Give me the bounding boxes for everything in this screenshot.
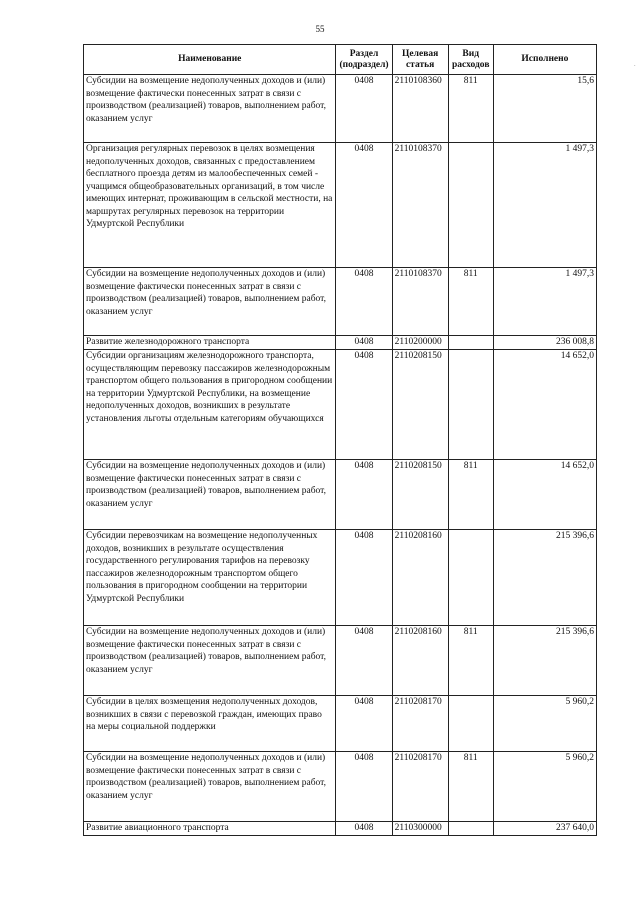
row-expense-type-cell [448,336,493,350]
row-section-cell: 0408 [336,268,392,336]
header-section-line1: Раздел [349,48,379,59]
row-section-cell: 0408 [336,143,392,268]
table-row [84,626,597,696]
row-expense-type-cell [448,530,493,626]
row-amount-cell: 215 396,6 [493,530,596,626]
header-exp-line2: расходов [452,59,490,70]
header-expense-type [448,45,493,75]
row-expense-type-cell [448,350,493,460]
row-expense-type-cell: 811 [448,752,493,822]
row-section-cell: 0408 [336,752,392,822]
row-name-cell: Субсидии организациям железнодорожного транспорта, осуществляющим перевозку пассажиров железнодорожным транспортом общего пользования в пригородном сообщении на территории Удмуртской Республики, на возмещение недополученных доходов, возникших в результате установления льготы отдельным категориям обучающихся [84,350,336,460]
margin-mark: · [633,62,636,70]
row-target-cell: 2110108360 [392,75,448,143]
row-name-cell: Субсидии на возмещение недополученных доходов и (или) возмещение фактически понесенных затрат в связи с производством (реализацией) товаров, выполнением работ, оказанием услуг [84,626,336,696]
row-section-cell: 0408 [336,75,392,143]
row-section-cell: 0408 [336,626,392,696]
header-name: Наименование [84,45,336,75]
row-amount-cell: 1 497,3 [493,268,596,336]
table-row [84,530,597,626]
header-section [336,45,392,75]
row-section-cell: 0408 [336,530,392,626]
row-section-cell: 0408 [336,336,392,350]
row-name-cell: Субсидии перевозчикам на возмещение недополученных доходов, возникших в результате осуществления государственного регулирования тарифов на перевозку пассажиров железнодорожным транспортом общего пользования в пригородном сообщении на территории Удмуртской Республики [84,530,336,626]
row-amount-cell: 1 497,3 [493,143,596,268]
row-target-cell: 2110208150 [392,350,448,460]
row-amount-cell: 14 652,0 [493,350,596,460]
row-name-cell: Субсидии на возмещение недополученных доходов и (или) возмещение фактически понесенных затрат в связи с производством (реализацией) товаров, выполнением работ, оказанием услуг [84,75,336,143]
row-target-cell: 2110208160 [392,626,448,696]
header-target-line1: Целевая [402,48,439,59]
row-name-cell: Организация регулярных перевозок в целях возмещения недополученных доходов, связанных с предоставлением бесплатного проезда детям из малообеспеченных семей - учащимся общеобразовательных организаций, в том числе имеющих интернат, проживающим в сельской местности, на маршрутах регулярных перевозок на территории Удмуртской Республики [84,143,336,268]
row-amount-cell: 15,6 [493,75,596,143]
table-row [84,752,597,822]
row-section-cell: 0408 [336,460,392,530]
row-expense-type-cell [448,696,493,752]
row-name-cell: Субсидии на возмещение недополученных доходов и (или) возмещение фактически понесенных затрат в связи с производством (реализацией) товаров, выполнением работ, оказанием услуг [84,460,336,530]
row-target-cell: 2110208170 [392,752,448,822]
row-amount-cell: 5 960,2 [493,752,596,822]
row-expense-type-cell: 811 [448,75,493,143]
row-amount-cell: 236 008,8 [493,336,596,350]
row-name-cell: Развитие железнодорожного транспорта [84,336,336,350]
row-name-cell: Развитие авиационного транспорта [84,822,336,836]
header-section-line2: (подраздел) [339,59,389,70]
row-target-cell: 2110208160 [392,530,448,626]
row-target-cell: 2110300000 [392,822,448,836]
row-amount-cell: 5 960,2 [493,696,596,752]
row-amount-cell: 215 396,6 [493,626,596,696]
table-row [84,460,597,530]
row-target-cell: 2110200000 [392,336,448,350]
header-target [392,45,448,75]
row-name-cell: Субсидии в целях возмещения недополученных доходов, возникших в связи с перевозкой граждан, имеющих право на меры социальной поддержки [84,696,336,752]
header-exp-line1: Вид [462,48,480,59]
table-row [84,268,597,336]
budget-table [83,44,597,836]
row-amount-cell: 14 652,0 [493,460,596,530]
row-expense-type-cell [448,822,493,836]
header-target-line2: статья [405,59,435,70]
row-target-cell: 2110208170 [392,696,448,752]
row-expense-type-cell: 811 [448,268,493,336]
row-expense-type-cell [448,143,493,268]
table-row [84,696,597,752]
row-section-cell: 0408 [336,822,392,836]
row-section-cell: 0408 [336,350,392,460]
row-name-cell: Субсидии на возмещение недополученных доходов и (или) возмещение фактически понесенных затрат в связи с производством (реализацией) товаров, выполнением работ, оказанием услуг [84,268,336,336]
row-target-cell: 2110208150 [392,460,448,530]
row-section-cell: 0408 [336,696,392,752]
table-row [84,143,597,268]
row-expense-type-cell: 811 [448,460,493,530]
page-number: 55 [315,24,325,34]
table-row [84,822,597,836]
table-row [84,336,597,350]
table-row [84,350,597,460]
row-name-cell: Субсидии на возмещение недополученных доходов и (или) возмещение фактически понесенных затрат в связи с производством (реализацией) товаров, выполнением работ, оказанием услуг [84,752,336,822]
row-target-cell: 2110108370 [392,268,448,336]
row-target-cell: 2110108370 [392,143,448,268]
row-amount-cell: 237 640,0 [493,822,596,836]
header-amount: Исполнено [493,45,596,75]
table-row [84,75,597,143]
row-expense-type-cell: 811 [448,626,493,696]
table-header-row [84,45,597,75]
